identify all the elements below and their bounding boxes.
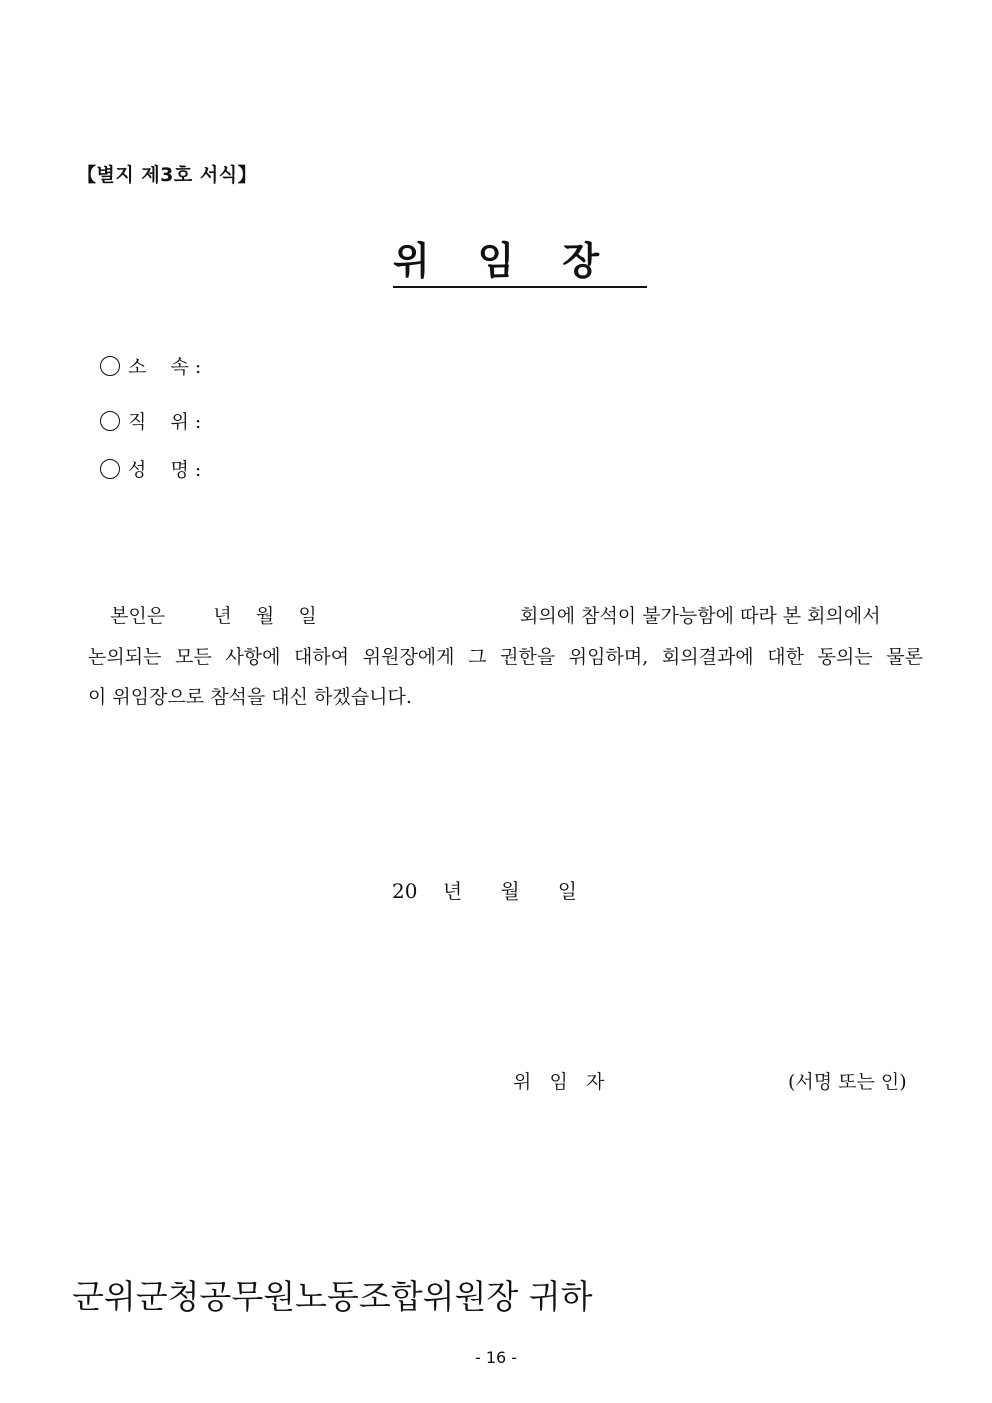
body-line-1-end: 회의에 참석이 불가능함에 따라 본 회의에서	[520, 605, 881, 627]
date-line: 20 년 월 일	[392, 879, 578, 903]
circle-bullet-icon	[100, 356, 120, 376]
circle-bullet-icon	[100, 411, 120, 431]
field-name	[100, 456, 218, 484]
field-position	[100, 408, 218, 436]
delegator-label: 위 임 자	[513, 1071, 605, 1093]
document-title	[0, 238, 992, 288]
field-affiliation-label: 소 속 :	[128, 356, 202, 378]
body-line-2: 논의되는 모든 사항에 대하여 위원장에게 그 권한을 위임하며, 회의결과에 대한 동의는 물론	[88, 646, 923, 668]
page-number: - 16 -	[474, 1348, 518, 1367]
field-position-label: 직 위 :	[128, 411, 202, 433]
body-line-1-start: 본인은 년 월 일	[110, 605, 317, 627]
recipient-line: 군위군청공무원노동조합위원장 귀하	[72, 1277, 593, 1316]
circle-bullet-icon	[100, 459, 120, 479]
body-line-3: 이 위임장으로 참석을 대신 하겠습니다.	[88, 686, 412, 708]
field-affiliation	[100, 353, 218, 381]
form-number-label: 【별지 제3호 서식】	[77, 164, 258, 186]
field-name-label: 성 명 :	[128, 459, 202, 481]
document-title-text: 위임장	[393, 238, 647, 288]
signature-note: (서명 또는 인)	[788, 1071, 907, 1093]
